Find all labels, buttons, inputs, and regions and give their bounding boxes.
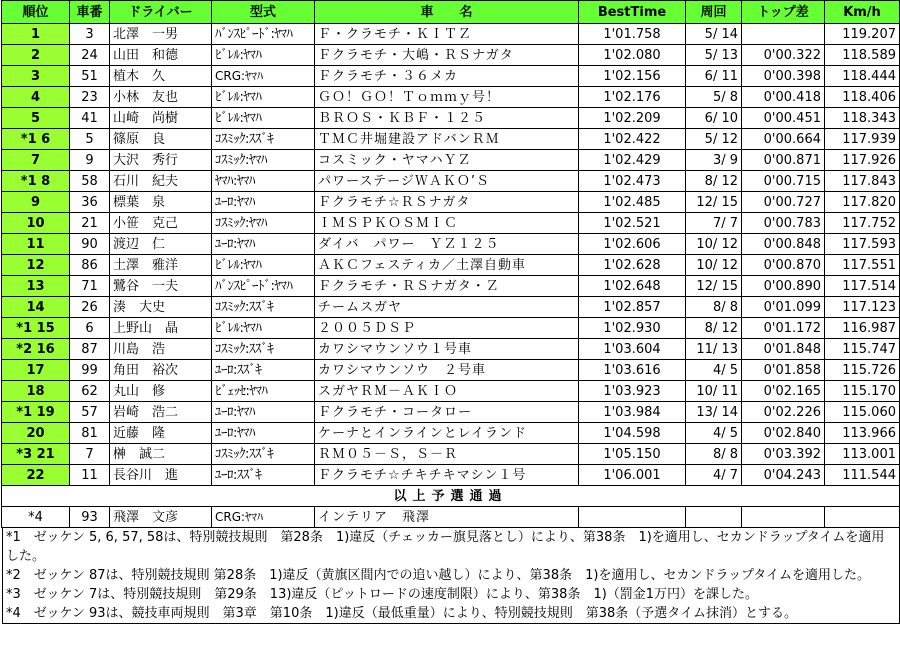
cell-gap: 0'02.165 (742, 381, 825, 402)
cell-laps: 4/ 7 (686, 465, 742, 486)
cell-gap: 0'01.858 (742, 360, 825, 381)
cell-gap: 0'02.226 (742, 402, 825, 423)
result-row (2, 465, 900, 486)
cell-driver: 榊 誠二 (110, 444, 212, 465)
cell-car-name: スガヤＲＭ－ＡＫＩＯ (315, 381, 579, 402)
cell-gap: 0'00.870 (742, 255, 825, 276)
cell-car-name: ＲＭ０５－Ｓ，Ｓ－Ｒ (315, 444, 579, 465)
cell-model: ﾋﾞｪｯｾ:ﾔﾏﾊ (212, 381, 315, 402)
result-row (2, 150, 900, 171)
result-row (2, 24, 900, 45)
excluded-best-time (579, 507, 686, 528)
header-row (2, 1, 900, 24)
result-row (2, 381, 900, 402)
cell-speed: 113.966 (825, 423, 900, 444)
result-row (2, 66, 900, 87)
result-row (2, 213, 900, 234)
cell-car-number: 86 (70, 255, 110, 276)
result-row (2, 171, 900, 192)
cell-car-number: 71 (70, 276, 110, 297)
excluded-model: CRG:ﾔﾏﾊ (212, 507, 315, 528)
cell-best-time: 1'02.156 (579, 66, 686, 87)
cell-driver: 角田 裕次 (110, 360, 212, 381)
cell-position: 13 (2, 276, 70, 297)
cell-speed: 118.589 (825, 45, 900, 66)
cell-speed: 117.514 (825, 276, 900, 297)
cell-car-number: 26 (70, 297, 110, 318)
cell-car-name: ＩＭＳＰＫＯＳＭＩＣ (315, 213, 579, 234)
cell-best-time: 1'03.984 (579, 402, 686, 423)
cell-car-number: 90 (70, 234, 110, 255)
cell-car-name: Ｆクラモチ・大嶋・ＲＳナガタ (315, 45, 579, 66)
excluded-row (2, 507, 900, 528)
note-1: *1 ゼッケン 5, 6, 57, 58は、特別競技規則 第28条 1)違反（チェッカー旗見落とし）により、第38条 1)を適用し、セカンドラップタイムを適用した。 (6, 530, 885, 564)
cell-model: ﾊﾞﾝｽﾋﾟｰﾄﾞ:ﾔﾏﾊ (212, 24, 315, 45)
result-row (2, 297, 900, 318)
header-car-number: 車番 (70, 1, 110, 24)
cell-car-name: ケーナとインラインとレイランド (315, 423, 579, 444)
cell-gap: 0'00.715 (742, 171, 825, 192)
header-model: 型式 (212, 1, 315, 24)
cell-gap: 0'01.172 (742, 318, 825, 339)
cell-best-time: 1'03.616 (579, 360, 686, 381)
cell-driver: 山崎 尚樹 (110, 108, 212, 129)
result-row (2, 444, 900, 465)
cell-laps: 11/ 13 (686, 339, 742, 360)
cell-speed: 117.593 (825, 234, 900, 255)
cell-laps: 5/ 13 (686, 45, 742, 66)
cell-best-time: 1'02.628 (579, 255, 686, 276)
cell-model: ｺｽﾐｯｸ:ｽｽﾞｷ (212, 129, 315, 150)
cell-car-name: ダイバ パワー ＹＺ１２５ (315, 234, 579, 255)
cell-car-name: ＡＫＣフェスティカ／土澤自動車 (315, 255, 579, 276)
cell-car-name: ＧＯ！ＧＯ！Ｔｏｍｍｙ号！ (315, 87, 579, 108)
cell-model: ｺｽﾐｯｸ:ｽｽﾞｷ (212, 444, 315, 465)
cell-car-number: 7 (70, 444, 110, 465)
cell-position: 3 (2, 66, 70, 87)
cell-car-name: Ｆクラモチ☆ＲＳナガタ (315, 192, 579, 213)
result-row (2, 255, 900, 276)
result-row (2, 45, 900, 66)
cell-car-number: 3 (70, 24, 110, 45)
cell-car-name: Ｆ・クラモチ・ＫＩＴＺ (315, 24, 579, 45)
cell-car-number: 11 (70, 465, 110, 486)
cell-gap: 0'02.840 (742, 423, 825, 444)
excluded-speed (825, 507, 900, 528)
cell-laps: 5/ 14 (686, 24, 742, 45)
cell-laps: 5/ 12 (686, 129, 742, 150)
cell-driver: 渡辺 仁 (110, 234, 212, 255)
cell-driver: 岩崎 浩二 (110, 402, 212, 423)
note-3: *3 ゼッケン 7は、特別競技規則 第29条 13)違反（ピットロードの速度制限）により、第38条 1)（罰金1万円）を課した。 (6, 587, 759, 602)
cell-laps: 10/ 11 (686, 381, 742, 402)
cell-speed: 118.343 (825, 108, 900, 129)
cell-best-time: 1'03.604 (579, 339, 686, 360)
cell-gap: 0'03.392 (742, 444, 825, 465)
header-speed: Km/h (825, 1, 900, 24)
cell-speed: 117.843 (825, 171, 900, 192)
cell-laps: 12/ 15 (686, 276, 742, 297)
cell-model: ｺｽﾐｯｸ:ﾔﾏﾊ (212, 150, 315, 171)
cell-speed: 111.544 (825, 465, 900, 486)
cell-position: 14 (2, 297, 70, 318)
cell-car-name: Ｆクラモチ・ＲＳナガタ・Ｚ (315, 276, 579, 297)
header-car-name: 車 名 (315, 1, 579, 24)
cell-driver: 近藤 隆 (110, 423, 212, 444)
cell-laps: 5/ 8 (686, 87, 742, 108)
results-body (2, 24, 900, 486)
cell-driver: 植木 久 (110, 66, 212, 87)
cell-laps: 8/ 12 (686, 318, 742, 339)
cell-driver: 標葉 泉 (110, 192, 212, 213)
cell-car-name: コスミック・ヤマハＹＺ (315, 150, 579, 171)
cell-driver: 土澤 雅洋 (110, 255, 212, 276)
cell-laps: 13/ 14 (686, 402, 742, 423)
header-driver: ドライバー (110, 1, 212, 24)
cell-laps: 8/ 12 (686, 171, 742, 192)
cell-car-name: Ｆクラモチ☆チキチキマシン１号 (315, 465, 579, 486)
cell-gap (742, 24, 825, 45)
cell-best-time: 1'03.923 (579, 381, 686, 402)
qualified-separator-row (2, 486, 900, 507)
cell-gap: 0'00.451 (742, 108, 825, 129)
qualified-separator: 以上予選通過 (2, 486, 900, 507)
cell-speed: 117.820 (825, 192, 900, 213)
cell-driver: 川島 浩 (110, 339, 212, 360)
cell-driver: 湊 大史 (110, 297, 212, 318)
result-row (2, 87, 900, 108)
result-row (2, 234, 900, 255)
cell-model: ﾊﾞﾝｽﾋﾟｰﾄﾞ:ﾔﾏﾊ (212, 276, 315, 297)
cell-driver: 鷺谷 一夫 (110, 276, 212, 297)
cell-position: 11 (2, 234, 70, 255)
cell-position: *2 16 (2, 339, 70, 360)
cell-model: ﾔﾏﾊ:ﾔﾏﾊ (212, 171, 315, 192)
cell-laps: 8/ 8 (686, 444, 742, 465)
cell-car-name: ＴＭＣ井堀建設アドバンＲＭ (315, 129, 579, 150)
cell-position: 7 (2, 150, 70, 171)
cell-car-number: 99 (70, 360, 110, 381)
cell-driver: 石川 紀夫 (110, 171, 212, 192)
cell-model: ﾕｰﾛ:ｽｽﾞｷ (212, 465, 315, 486)
cell-model: ﾋﾞﾚﾙ:ﾔﾏﾊ (212, 255, 315, 276)
cell-laps: 3/ 9 (686, 150, 742, 171)
cell-best-time: 1'02.473 (579, 171, 686, 192)
cell-car-number: 41 (70, 108, 110, 129)
cell-gap: 0'00.418 (742, 87, 825, 108)
cell-gap: 0'01.848 (742, 339, 825, 360)
cell-position: 1 (2, 24, 70, 45)
result-row (2, 360, 900, 381)
cell-car-number: 87 (70, 339, 110, 360)
cell-laps: 6/ 10 (686, 108, 742, 129)
cell-best-time: 1'02.080 (579, 45, 686, 66)
cell-model: ﾕｰﾛ:ﾔﾏﾊ (212, 402, 315, 423)
result-row (2, 339, 900, 360)
cell-position: *1 8 (2, 171, 70, 192)
cell-best-time: 1'02.422 (579, 129, 686, 150)
cell-car-number: 24 (70, 45, 110, 66)
cell-position: 9 (2, 192, 70, 213)
cell-position: 10 (2, 213, 70, 234)
cell-gap: 0'00.398 (742, 66, 825, 87)
cell-best-time: 1'02.606 (579, 234, 686, 255)
cell-driver: 小林 友也 (110, 87, 212, 108)
cell-model: ﾕｰﾛ:ﾔﾏﾊ (212, 234, 315, 255)
cell-car-name: パワーステージＷＡＫＯ’Ｓ (315, 171, 579, 192)
excluded-gap (742, 507, 825, 528)
cell-position: 2 (2, 45, 70, 66)
cell-position: 18 (2, 381, 70, 402)
cell-speed: 116.987 (825, 318, 900, 339)
cell-speed: 113.001 (825, 444, 900, 465)
cell-laps: 12/ 15 (686, 192, 742, 213)
cell-laps: 4/ 5 (686, 423, 742, 444)
cell-speed: 117.939 (825, 129, 900, 150)
cell-car-number: 57 (70, 402, 110, 423)
cell-position: 5 (2, 108, 70, 129)
cell-gap: 0'00.783 (742, 213, 825, 234)
cell-model: ﾋﾞﾚﾙ:ﾔﾏﾊ (212, 108, 315, 129)
cell-speed: 115.747 (825, 339, 900, 360)
result-row (2, 276, 900, 297)
cell-model: ｺｽﾐｯｸ:ｽｽﾞｷ (212, 297, 315, 318)
cell-best-time: 1'04.598 (579, 423, 686, 444)
cell-position: *3 21 (2, 444, 70, 465)
cell-best-time: 1'02.209 (579, 108, 686, 129)
cell-best-time: 1'02.176 (579, 87, 686, 108)
cell-best-time: 1'02.485 (579, 192, 686, 213)
cell-car-name: ＢＲＯＳ・ＫＢＦ・１２５ (315, 108, 579, 129)
cell-model: ｺｽﾐｯｸ:ｽｽﾞｷ (212, 339, 315, 360)
result-row (2, 318, 900, 339)
cell-car-number: 6 (70, 318, 110, 339)
cell-model: ﾕｰﾛ:ｽｽﾞｷ (212, 360, 315, 381)
cell-driver: 丸山 修 (110, 381, 212, 402)
excluded-driver: 飛澤 文彦 (110, 507, 212, 528)
header-laps: 周回 (686, 1, 742, 24)
cell-model: ﾋﾞﾚﾙ:ﾔﾏﾊ (212, 87, 315, 108)
cell-position: *1 6 (2, 129, 70, 150)
cell-gap: 0'00.727 (742, 192, 825, 213)
cell-gap: 0'00.664 (742, 129, 825, 150)
cell-speed: 117.752 (825, 213, 900, 234)
cell-car-number: 9 (70, 150, 110, 171)
cell-speed: 118.406 (825, 87, 900, 108)
cell-position: 4 (2, 87, 70, 108)
cell-position: 22 (2, 465, 70, 486)
cell-car-name: カワシマウンソウ ２号車 (315, 360, 579, 381)
cell-laps: 8/ 8 (686, 297, 742, 318)
cell-best-time: 1'01.758 (579, 24, 686, 45)
cell-driver: 上野山 晶 (110, 318, 212, 339)
excluded-laps (686, 507, 742, 528)
result-row (2, 192, 900, 213)
header-gap: トップ差 (742, 1, 825, 24)
cell-car-number: 81 (70, 423, 110, 444)
cell-laps: 7/ 7 (686, 213, 742, 234)
cell-speed: 118.444 (825, 66, 900, 87)
cell-car-number: 62 (70, 381, 110, 402)
cell-gap: 0'00.848 (742, 234, 825, 255)
cell-gap: 0'00.871 (742, 150, 825, 171)
cell-laps: 10/ 12 (686, 255, 742, 276)
excluded-position: *4 (2, 507, 70, 528)
cell-driver: 北澤 一男 (110, 24, 212, 45)
result-row (2, 129, 900, 150)
cell-model: ｺｽﾐｯｸ:ﾔﾏﾊ (212, 213, 315, 234)
result-row (2, 423, 900, 444)
cell-position: *1 15 (2, 318, 70, 339)
cell-speed: 115.170 (825, 381, 900, 402)
header-best-time: BestTime (579, 1, 686, 24)
cell-best-time: 1'02.857 (579, 297, 686, 318)
cell-gap: 0'01.099 (742, 297, 825, 318)
cell-car-number: 21 (70, 213, 110, 234)
cell-speed: 117.551 (825, 255, 900, 276)
excluded-car-name: インテリア 飛澤 (315, 507, 579, 528)
cell-car-number: 58 (70, 171, 110, 192)
cell-best-time: 1'02.930 (579, 318, 686, 339)
cell-car-name: Ｆクラモチ・コータロー (315, 402, 579, 423)
excluded-car-number: 93 (70, 507, 110, 528)
cell-speed: 119.207 (825, 24, 900, 45)
cell-model: CRG:ﾔﾏﾊ (212, 66, 315, 87)
cell-gap: 0'00.890 (742, 276, 825, 297)
cell-best-time: 1'02.429 (579, 150, 686, 171)
cell-position: 12 (2, 255, 70, 276)
cell-car-number: 5 (70, 129, 110, 150)
cell-car-name: ２００５ＤＳＰ (315, 318, 579, 339)
cell-best-time: 1'02.648 (579, 276, 686, 297)
cell-car-name: Ｆクラモチ・３６メカ (315, 66, 579, 87)
cell-gap: 0'00.322 (742, 45, 825, 66)
results-table (1, 0, 900, 528)
cell-speed: 117.123 (825, 297, 900, 318)
result-row (2, 402, 900, 423)
cell-position: 17 (2, 360, 70, 381)
cell-car-number: 51 (70, 66, 110, 87)
cell-best-time: 1'05.150 (579, 444, 686, 465)
cell-position: 20 (2, 423, 70, 444)
cell-car-number: 23 (70, 87, 110, 108)
cell-laps: 10/ 12 (686, 234, 742, 255)
cell-model: ﾕｰﾛ:ﾔﾏﾊ (212, 192, 315, 213)
cell-driver: 長谷川 進 (110, 465, 212, 486)
cell-speed: 117.926 (825, 150, 900, 171)
cell-model: ﾕｰﾛ:ﾔﾏﾊ (212, 423, 315, 444)
cell-car-name: カワシマウンソウ１号車 (315, 339, 579, 360)
note-4: *4 ゼッケン 93は、競技車両規則 第3章 第10条 1)違反（最低重量）により、特別競技規則 第38条（予選タイム抹消）とする。 (6, 606, 797, 621)
cell-model: ﾋﾞﾚﾙ:ﾔﾏﾊ (212, 45, 315, 66)
cell-speed: 115.060 (825, 402, 900, 423)
cell-laps: 6/ 11 (686, 66, 742, 87)
cell-gap: 0'04.243 (742, 465, 825, 486)
cell-best-time: 1'02.521 (579, 213, 686, 234)
cell-model: ﾋﾞﾚﾙ:ﾔﾏﾊ (212, 318, 315, 339)
cell-driver: 山田 和德 (110, 45, 212, 66)
header-position: 順位 (2, 1, 70, 24)
cell-driver: 篠原 良 (110, 129, 212, 150)
cell-driver: 小笹 克己 (110, 213, 212, 234)
cell-speed: 115.726 (825, 360, 900, 381)
result-row (2, 108, 900, 129)
cell-laps: 4/ 5 (686, 360, 742, 381)
cell-best-time: 1'06.001 (579, 465, 686, 486)
notes-section (2, 528, 900, 624)
note-2: *2 ゼッケン 87は、特別競技規則 第28条 1)違反（黄旗区間内での追い越し）により、第38条 1)を適用し、セカンドラップタイムを適用した。 (6, 568, 871, 583)
cell-car-name: チームスガヤ (315, 297, 579, 318)
cell-position: *1 19 (2, 402, 70, 423)
cell-car-number: 36 (70, 192, 110, 213)
cell-driver: 大沢 秀行 (110, 150, 212, 171)
